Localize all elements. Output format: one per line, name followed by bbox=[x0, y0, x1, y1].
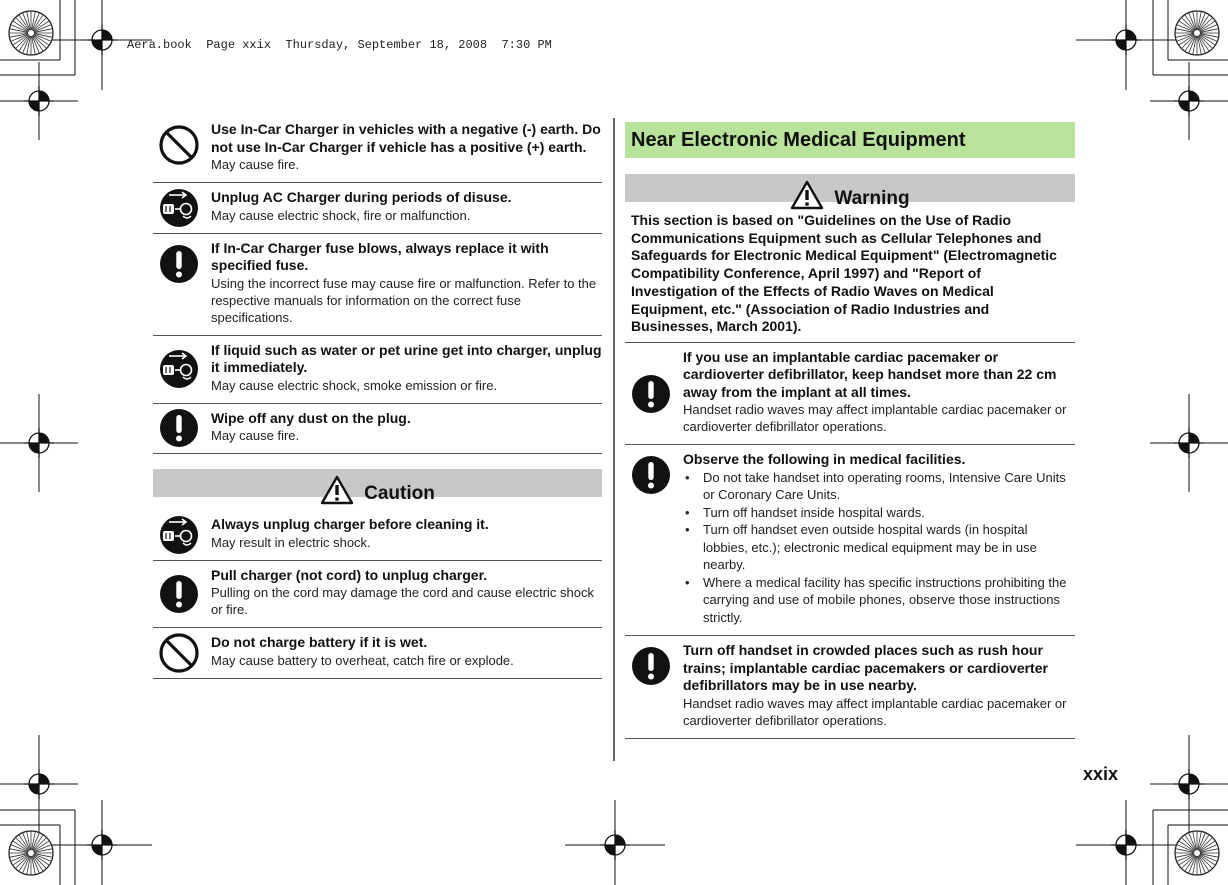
item-body: May result in electric shock. bbox=[211, 534, 371, 550]
left-column bbox=[153, 115, 602, 679]
page-number: xxix bbox=[1082, 764, 1118, 784]
safety-item bbox=[153, 115, 602, 183]
prohibited-icon bbox=[155, 123, 203, 167]
item-body: May cause fire. bbox=[211, 157, 300, 172]
safety-item bbox=[153, 404, 602, 455]
item-title: If you use an implantable cardiac pacemaker or cardioverter defibrillator, keep handset more than 22 cm away from the implant at all times. bbox=[683, 348, 1057, 400]
exclamation-icon bbox=[627, 372, 675, 416]
print-header: Aera.book Page xxix Thursday, September 18, 2008 7:30 PM bbox=[127, 38, 552, 52]
item-body: Handset radio waves may affect implantable cardiac pacemaker or cardioverter defibrillator operations. bbox=[683, 402, 1067, 435]
safety-item bbox=[153, 628, 602, 679]
right-column bbox=[625, 122, 1075, 739]
item-body: May cause electric shock, smoke emission or fire. bbox=[211, 377, 498, 393]
safety-item bbox=[153, 510, 602, 561]
item-body: May cause battery to overheat, catch fire or explode. bbox=[211, 652, 514, 668]
exclamation-icon bbox=[627, 453, 675, 497]
item-body: Using the incorrect fuse may cause fire or malfunction. Refer to the respective manuals for information on the correct fuse specifications. bbox=[211, 275, 597, 325]
unplug-icon bbox=[155, 513, 203, 557]
warning-triangle-icon bbox=[790, 180, 824, 210]
item-body: Handset radio waves may affect implantable cardiac pacemaker or cardioverter defibrillator operations. bbox=[683, 695, 1067, 728]
safety-item bbox=[153, 336, 602, 404]
safety-item bbox=[625, 343, 1075, 446]
item-body: May cause electric shock, fire or malfunction. bbox=[211, 207, 471, 223]
section-title: Near Electronic Medical Equipment bbox=[625, 122, 1075, 158]
caution-label: Caution bbox=[364, 483, 435, 504]
item-title: Do not charge battery if it is wet. bbox=[211, 634, 428, 650]
list-item: • Turn off handset inside hospital wards. bbox=[683, 504, 1075, 522]
item-title: Always unplug charger before cleaning it. bbox=[211, 516, 489, 532]
list-item: • Turn off handset even outside hospital wards (in hospital lobbies, etc.); electronic medical equipment may be in use nearby. bbox=[683, 521, 1075, 574]
exclamation-icon bbox=[155, 406, 203, 450]
item-title: Turn off handset in crowded places such as rush hour trains; implantable cardiac pacemakers or cardioverter defibrillators may be in use nearby. bbox=[683, 642, 1048, 694]
safety-item bbox=[625, 445, 1075, 636]
item-body: May cause fire. bbox=[211, 428, 300, 443]
exclamation-icon bbox=[155, 572, 203, 616]
safety-item bbox=[153, 183, 602, 234]
prohibited-icon bbox=[155, 631, 203, 675]
item-body: Pulling on the cord may damage the cord and cause electric shock or fire. bbox=[211, 585, 594, 617]
exclamation-icon bbox=[155, 242, 203, 286]
item-title: Observe the following in medical facilities. bbox=[683, 451, 966, 468]
column-divider bbox=[613, 118, 615, 761]
item-title: Use In-Car Charger in vehicles with a negative (-) earth. Do not use In-Car Charger if vehicle has a positive (+) earth. bbox=[211, 121, 601, 155]
caution-triangle-icon bbox=[320, 475, 354, 505]
caution-banner bbox=[153, 469, 602, 504]
unplug-icon bbox=[155, 347, 203, 391]
intro-paragraph: This section is based on "Guidelines on the Use of Radio Communications Equipment such as Cellular Telephones and Safeguards for Electronic Medical Equipment" (Electromagnetic Compatibility Conference, April 1997) and "Report of Investigation of the Effects of Radio Waves on Medical Equipment, etc." (Association of Radio Industries and Businesses, March 2001). bbox=[625, 202, 1075, 343]
safety-item bbox=[153, 561, 602, 629]
unplug-icon bbox=[155, 186, 203, 230]
item-title: Pull charger (not cord) to unplug charger. bbox=[211, 566, 488, 583]
bullet-list bbox=[683, 469, 1075, 627]
warning-label: Warning bbox=[834, 188, 910, 209]
item-title: If In-Car Charger fuse blows, always replace it with specified fuse. bbox=[211, 239, 549, 273]
safety-item bbox=[625, 636, 1075, 739]
list-item: • Where a medical facility has specific instructions prohibiting the carrying and use of mobile phones, observe those instructions strictly. bbox=[683, 574, 1075, 627]
item-title: If liquid such as water or pet urine get into charger, unplug it immediately. bbox=[211, 341, 602, 375]
list-item: • Do not take handset into operating rooms, Intensive Care Units or Coronary Care Units. bbox=[683, 469, 1075, 504]
warning-banner bbox=[625, 174, 1075, 209]
item-title: Wipe off any dust on the plug. bbox=[211, 409, 411, 426]
safety-item bbox=[153, 234, 602, 336]
item-title: Unplug AC Charger during periods of disuse. bbox=[211, 189, 512, 205]
exclamation-icon bbox=[627, 644, 675, 688]
